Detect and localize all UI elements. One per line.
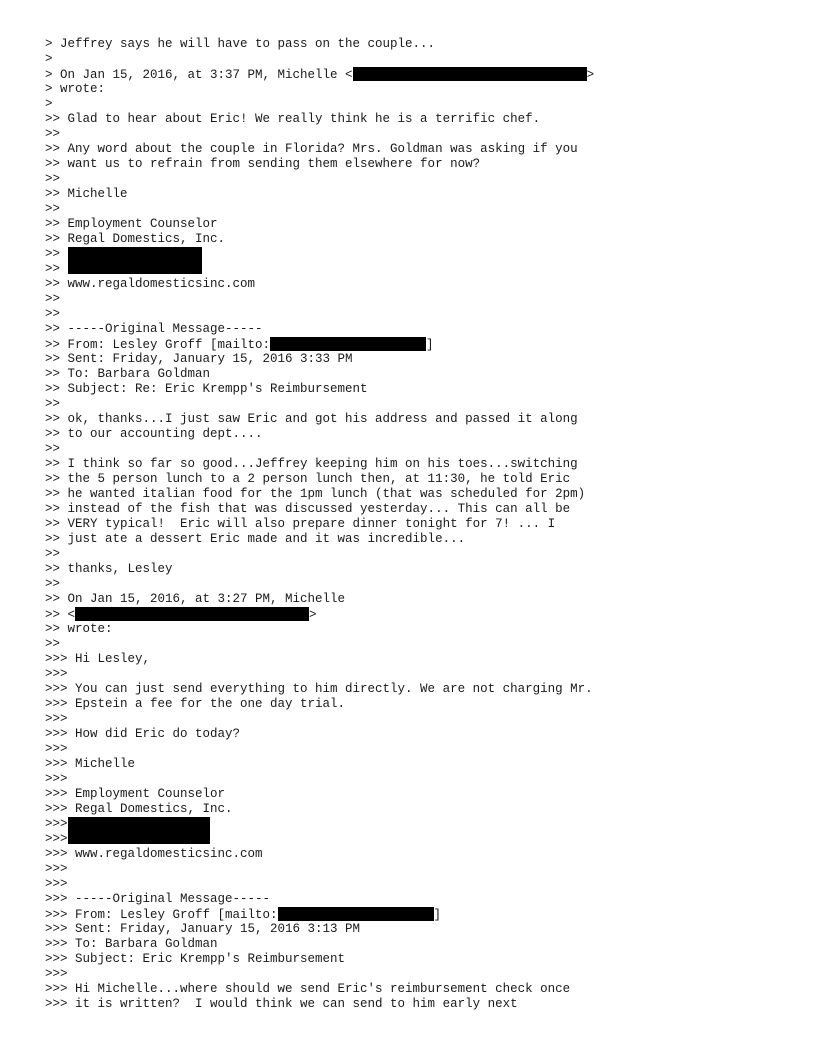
email-line <box>45 367 785 382</box>
line-text: >> <box>45 397 61 411</box>
email-line <box>45 517 785 532</box>
email-line <box>45 937 785 952</box>
line-text: >>> Hi Lesley, <box>45 652 151 666</box>
email-line <box>45 922 785 937</box>
line-text: >> -----Original Message----- <box>45 322 263 336</box>
line-text: >> <box>45 172 61 186</box>
line-text: >>> <box>45 742 68 756</box>
email-line <box>45 772 785 787</box>
email-line <box>45 97 785 112</box>
line-text: >>> <box>45 877 68 891</box>
email-line <box>45 787 785 802</box>
email-line <box>45 967 785 982</box>
email-line <box>45 997 785 1012</box>
email-line <box>45 667 785 682</box>
line-text: >> just ate a dessert Eric made and it was incredible... <box>45 532 466 546</box>
email-line <box>45 322 785 337</box>
email-line <box>45 712 785 727</box>
email-line <box>45 907 785 922</box>
line-text: >>> Epstein a fee for the one day trial. <box>45 697 346 711</box>
line-text: >> < <box>45 608 76 622</box>
line-text: >>> Michelle <box>45 757 136 771</box>
line-text-suffix: ] <box>426 338 434 352</box>
email-line <box>45 577 785 592</box>
line-text-suffix: > <box>309 608 317 622</box>
line-text: >> Employment Counselor <box>45 217 218 231</box>
line-text: >> <box>45 262 61 276</box>
email-line <box>45 607 785 622</box>
line-text: > wrote: <box>45 82 106 96</box>
line-text: >> Glad to hear about Eric! We really think he is a terrific chef. <box>45 112 541 126</box>
line-text: > On Jan 15, 2016, at 3:37 PM, Michelle < <box>45 68 353 82</box>
line-text: >>> <box>45 712 68 726</box>
line-text: >> To: Barbara Goldman <box>45 367 211 381</box>
line-text: >>> To: Barbara Goldman <box>45 937 218 951</box>
email-line <box>45 892 785 907</box>
line-text: >> <box>45 577 61 591</box>
line-text: >> <box>45 547 61 561</box>
email-line <box>45 817 785 832</box>
line-text-suffix: > <box>586 68 595 82</box>
line-text: >> <box>45 292 61 306</box>
line-text: >>> <box>45 772 68 786</box>
email-line <box>45 337 785 352</box>
redaction-block <box>353 67 587 81</box>
line-text: >> the 5 person lunch to a 2 person lunch then, at 11:30, he told Eric <box>45 472 571 486</box>
email-line <box>45 172 785 187</box>
redaction-block <box>278 907 434 921</box>
line-text: >> instead of the fish that was discussed yesterday... This can all be <box>45 502 571 516</box>
line-text: >>> <box>45 817 68 831</box>
line-text: >> I think so far so good...Jeffrey keeping him on his toes...switching <box>45 457 578 471</box>
line-text: >>> From: Lesley Groff [mailto: <box>45 908 278 922</box>
email-line <box>45 217 785 232</box>
line-text: >>> www.regaldomesticsinc.com <box>45 847 263 861</box>
email-line <box>45 562 785 577</box>
email-line <box>45 82 785 97</box>
line-text: >> Any word about the couple in Florida? Mrs. Goldman was asking if you <box>45 142 578 156</box>
line-text: >>> <box>45 667 68 681</box>
line-text: > Jeffrey says he will have to pass on the couple... <box>45 37 436 51</box>
line-text: >>> Employment Counselor <box>45 787 226 801</box>
email-line <box>45 427 785 442</box>
email-line <box>45 307 785 322</box>
line-text: >> On Jan 15, 2016, at 3:27 PM, Michelle <box>45 592 346 606</box>
line-text: >>> Sent: Friday, January 15, 2016 3:13 PM <box>45 922 361 936</box>
line-text: >> <box>45 307 61 321</box>
line-text: >>> You can just send everything to him directly. We are not charging Mr. <box>45 682 593 696</box>
email-line <box>45 127 785 142</box>
email-line <box>45 37 785 52</box>
email-document <box>45 37 785 1012</box>
line-text: >> www.regaldomesticsinc.com <box>45 277 256 291</box>
email-line <box>45 742 785 757</box>
line-text: >> to our accounting dept.... <box>45 427 263 441</box>
email-line <box>45 67 785 82</box>
email-line <box>45 382 785 397</box>
line-text: >>> it is written? I would think we can send to him early next <box>45 997 518 1011</box>
line-text: >> Subject: Re: Eric Krempp's Reimbursement <box>45 382 368 396</box>
email-line <box>45 757 785 772</box>
line-text-suffix: ] <box>433 908 442 922</box>
email-line <box>45 457 785 472</box>
email-line <box>45 412 785 427</box>
line-text: >> VERY typical! Eric will also prepare dinner tonight for 7! ... I <box>45 517 556 531</box>
line-text: >> want us to refrain from sending them elsewhere for now? <box>45 157 481 171</box>
email-line <box>45 622 785 637</box>
line-text: >>> <box>45 967 68 981</box>
email-line <box>45 352 785 367</box>
email-line <box>45 187 785 202</box>
line-text: > <box>45 52 53 66</box>
line-text: > <box>45 97 53 111</box>
line-text: >> From: Lesley Groff [mailto: <box>45 338 271 352</box>
email-line <box>45 157 785 172</box>
email-line <box>45 592 785 607</box>
email-line <box>45 727 785 742</box>
line-text: >>> <box>45 832 68 846</box>
email-line <box>45 532 785 547</box>
email-line <box>45 952 785 967</box>
email-line <box>45 442 785 457</box>
line-text: >> Sent: Friday, January 15, 2016 3:33 PM <box>45 352 353 366</box>
line-text: >>> -----Original Message----- <box>45 892 271 906</box>
email-line <box>45 877 785 892</box>
email-line <box>45 637 785 652</box>
email-line <box>45 472 785 487</box>
email-line <box>45 847 785 862</box>
line-text: >> <box>45 637 61 651</box>
email-line <box>45 277 785 292</box>
email-line <box>45 112 785 127</box>
line-text: >> <box>45 247 68 261</box>
line-text: >> he wanted italian food for the 1pm lunch (that was scheduled for 2pm) <box>45 487 586 501</box>
email-line <box>45 862 785 877</box>
email-line <box>45 247 785 262</box>
line-text: >>> <box>45 862 68 876</box>
line-text: >>> Regal Domestics, Inc. <box>45 802 233 816</box>
email-line <box>45 487 785 502</box>
email-line <box>45 652 785 667</box>
line-text: >>> Subject: Eric Krempp's Reimbursement <box>45 952 346 966</box>
email-line <box>45 142 785 157</box>
email-line <box>45 682 785 697</box>
email-line <box>45 802 785 817</box>
line-text: >> thanks, Lesley <box>45 562 173 576</box>
line-text: >> <box>45 442 61 456</box>
redaction-block <box>75 607 309 621</box>
email-line <box>45 697 785 712</box>
email-line <box>45 202 785 217</box>
line-text: >> Michelle <box>45 187 128 201</box>
line-text: >> <box>45 202 61 216</box>
redaction-block <box>270 337 426 351</box>
line-text: >> Regal Domestics, Inc. <box>45 232 226 246</box>
email-line <box>45 502 785 517</box>
email-line <box>45 292 785 307</box>
line-text: >>> Hi Michelle...where should we send Eric's reimbursement check once <box>45 982 571 996</box>
redaction-block <box>68 817 210 844</box>
email-line <box>45 982 785 997</box>
email-line <box>45 52 785 67</box>
email-line <box>45 547 785 562</box>
line-text: >> ok, thanks...I just saw Eric and got his address and passed it along <box>45 412 578 426</box>
line-text: >> wrote: <box>45 622 113 636</box>
email-line <box>45 397 785 412</box>
line-text: >> <box>45 127 61 141</box>
line-text: >>> How did Eric do today? <box>45 727 241 741</box>
email-line <box>45 232 785 247</box>
redaction-block <box>68 247 202 274</box>
